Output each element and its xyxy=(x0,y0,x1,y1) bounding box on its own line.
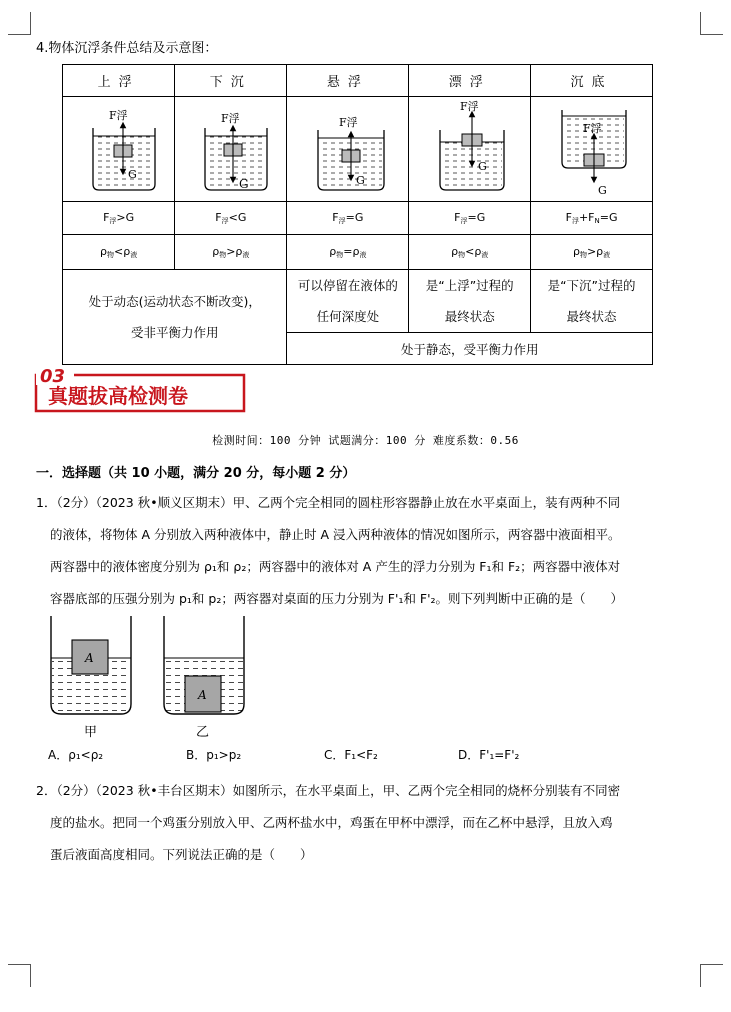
question-1-line: 的液体，将物体 A 分别放入两种液体中，静止时 A 浸入两种液体的情况如图所示，两容器中液面相平。 xyxy=(50,527,621,542)
header-suspend: 悬浮 xyxy=(287,65,409,97)
diagram-suspend xyxy=(287,97,409,202)
density-relation-suspend: $\rho_物=\rho_液$ xyxy=(287,235,409,270)
option-b[interactable]: B．p₁>p₂ xyxy=(186,748,242,762)
force-relation-suspend: $F_浮=G$ xyxy=(287,202,409,235)
density-relation-sink: $\rho_物>\rho_液$ xyxy=(175,235,287,270)
question-2-line: 2．（2分）（2023 秋•丰台区期末）如图所示，在水平桌面上，甲、乙两个完全相同的烧杯分别装有不同密 xyxy=(36,783,621,798)
header-sink: 下沉 xyxy=(175,65,287,97)
svg-text:F浮: F浮 xyxy=(108,108,128,122)
question-1-line: 容器底部的压强分别为 p₁和 p₂；两容器对桌面的压力分别为 F'₁和 F'₂。则下列判断中正确的是（ ） xyxy=(50,591,624,606)
state-float-cell: 是“上浮”过程的 最终状态 xyxy=(409,270,531,333)
force-relation-settle: $F_浮+F_N=G$ xyxy=(531,202,653,235)
diagram-sink xyxy=(175,97,287,202)
section-title: 4.物体沉浮条件总结及示意图： xyxy=(36,41,218,56)
diagram-float xyxy=(409,97,531,202)
figure-label-jia: 甲 xyxy=(84,725,98,740)
float-sink-summary-table xyxy=(62,64,653,365)
question-1-line: 两容器中的液体密度分别为 ρ₁和 ρ₂；两容器中的液体对 A 产生的浮力分别为 F₁和 F₂；两容器中液体对 xyxy=(50,559,621,574)
svg-text:G: G xyxy=(597,183,607,197)
force-relation-rise: $F_浮>G$ xyxy=(63,202,175,235)
force-relation-sink: $F_浮<G$ xyxy=(175,202,287,235)
question-2-line: 度的盐水。把同一个鸡蛋分别放入甲、乙两杯盐水中，鸡蛋在甲杯中漂浮，而在乙杯中悬浮，且放入鸡 xyxy=(50,815,613,830)
svg-text:G: G xyxy=(355,173,365,187)
section-badge xyxy=(34,365,246,415)
badge-title: 真题拔高检测卷 xyxy=(48,384,188,408)
svg-text:F浮: F浮 xyxy=(459,99,479,113)
badge-number: 03 xyxy=(40,366,66,387)
svg-text:G: G xyxy=(238,176,249,191)
part-title: 一．选择题（共 10 小题，满分 20 分，每小题 2 分） xyxy=(36,466,356,481)
question-1-figure xyxy=(48,616,248,742)
beaker-diagram-rise xyxy=(73,98,165,198)
header-settle: 沉底 xyxy=(531,65,653,97)
page-corner-mark xyxy=(8,964,31,987)
diagram-rise xyxy=(63,97,175,202)
density-relation-float: $\rho_物<\rho_液$ xyxy=(409,235,531,270)
force-relation-float: $F_浮=G$ xyxy=(409,202,531,235)
option-a[interactable]: A．ρ₁<ρ₂ xyxy=(48,748,104,762)
test-meta-info: 检测时间：100 分钟 试题满分：100 分 难度系数：0.56 xyxy=(212,434,519,447)
svg-text:G: G xyxy=(477,159,487,173)
header-float: 漂浮 xyxy=(409,65,531,97)
option-d[interactable]: D．F'₁=F'₂ xyxy=(458,748,520,762)
svg-text:F浮: F浮 xyxy=(582,121,602,135)
beaker-diagram-settle xyxy=(542,98,642,198)
svg-text:G: G xyxy=(127,167,137,181)
state-suspend-cell: 可以停留在液体的 任何深度处 xyxy=(287,270,409,333)
svg-text:F浮: F浮 xyxy=(220,111,240,125)
page-corner-mark xyxy=(8,12,31,35)
diagram-settle xyxy=(531,97,653,202)
figure-label-yi: 乙 xyxy=(196,725,210,740)
header-rise: 上浮 xyxy=(63,65,175,97)
question-1 xyxy=(36,487,686,615)
page-corner-mark xyxy=(700,12,723,35)
question-1-line: 1．（2分）（2023 秋•顺义区期末）甲、乙两个完全相同的圆柱形容器静止放在水平桌面上，装有两种不同 xyxy=(36,495,621,510)
state-settle-cell: 是“下沉”过程的 最终状态 xyxy=(531,270,653,333)
density-relation-settle: $\rho_物>\rho_液$ xyxy=(531,235,653,270)
question-2-line: 蛋后液面高度相同。下列说法正确的是（ ） xyxy=(50,847,313,862)
svg-text:F浮: F浮 xyxy=(338,115,358,129)
state-dynamic-cell: 处于动态(运动状态不断改变)， 受非平衡力作用 xyxy=(63,270,287,365)
page-corner-mark xyxy=(700,964,723,987)
density-relation-rise: $\rho_物<\rho_液$ xyxy=(63,235,175,270)
beaker-diagram-sink xyxy=(185,98,277,198)
svg-text:A: A xyxy=(85,651,94,665)
beaker-diagram-float xyxy=(420,98,520,198)
option-c[interactable]: C．F₁<F₂ xyxy=(324,748,378,762)
question-2 xyxy=(36,775,686,871)
beaker-diagram-suspend xyxy=(298,98,398,198)
state-static-cell: 处于静态，受平衡力作用 xyxy=(287,333,653,365)
svg-text:A: A xyxy=(198,688,207,702)
question-1-options xyxy=(48,746,648,768)
